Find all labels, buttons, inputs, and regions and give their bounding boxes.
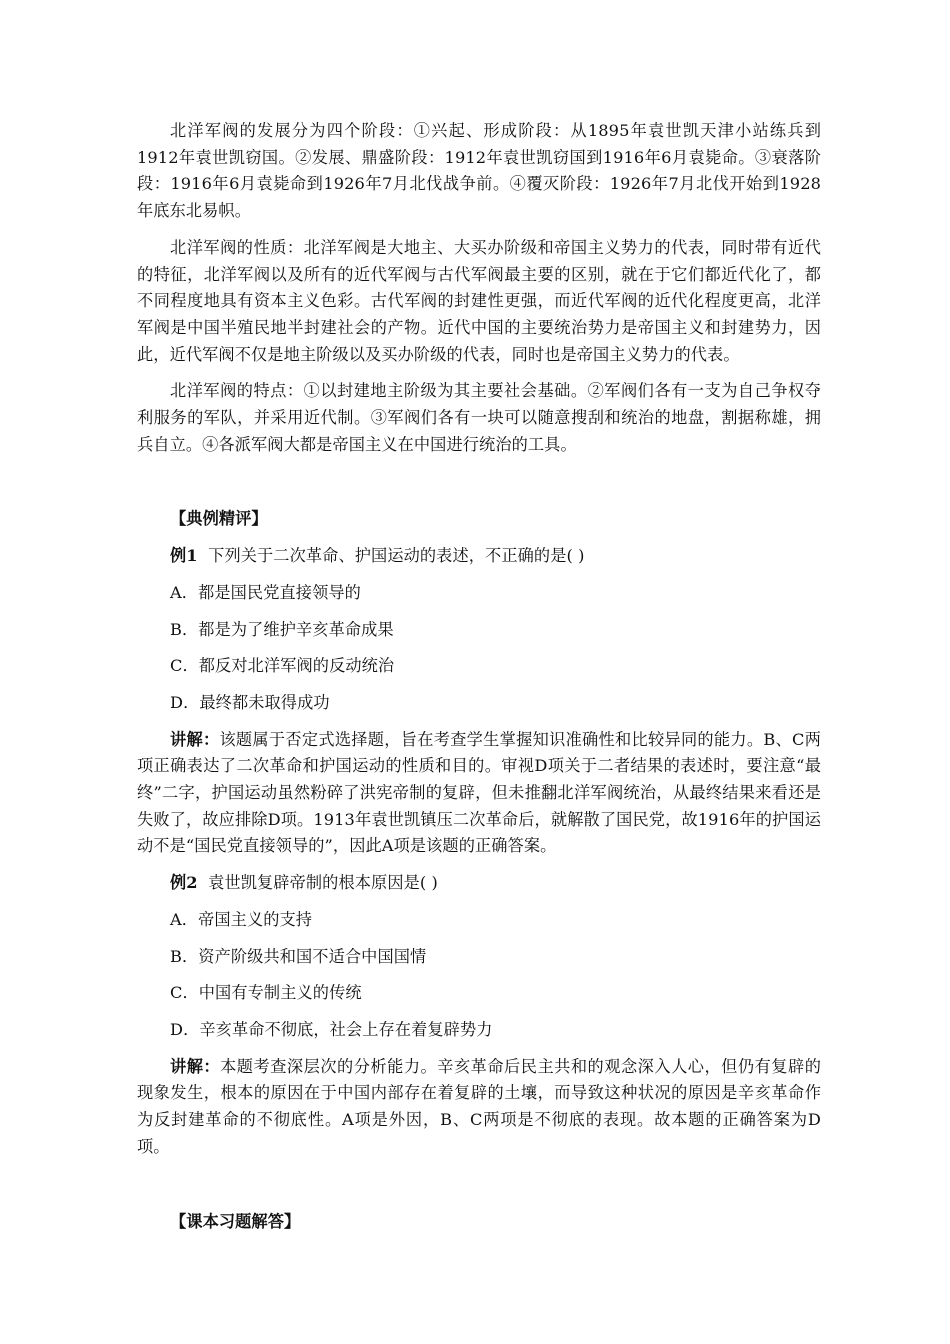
example-2-question: [137, 870, 821, 897]
example-2-option-b: B．资产阶级共和国不适合中国国情: [170, 946, 427, 966]
example-1-question-text: 下列关于二次革命、护国运动的表述，不正确的是( ): [208, 546, 585, 566]
example-1-option-c: C．都反对北洋军阀的反动统治: [170, 656, 395, 676]
example-2-option-a: A．帝国主义的支持: [170, 909, 313, 929]
example-1-option-b: B．都是为了维护辛亥革命成果: [170, 619, 394, 639]
example-1-analysis: [137, 727, 821, 861]
intro-paragraph-nature: 北洋军阀的性质：北洋军阀是大地主、大买办阶级和帝国主义势力的代表，同时带有近代的特征，北洋军阀以及所有的近代军阀与古代军阀最主要的区别，就在于它们都近代化了，都不同程度地具有资本主义色彩。古代军阀的封建性更强，而近代军阀的近代化程度更高，北洋军阀是中国半殖民地半封建社会的产物。近代中国的主要统治势力是帝国主义和封建势力，因此，近代军阀不仅是地主阶级以及买办阶级的代表，同时也是帝国主义势力的代表。: [137, 237, 821, 364]
document-page: [137, 118, 821, 1235]
intro-paragraph-stages: 北洋军阀的发展分为四个阶段：①兴起、形成阶段：从1895年袁世凯天津小站练兵到1912年袁世凯窃国。②发展、鼎盛阶段：1912年袁世凯窃国到1916年6月袁毙命。③衰落阶段：1916年6月袁毙命到1926年7月北伐战争前。④覆灭阶段：1926年7月北伐开始到1928年底东北易帜。: [137, 121, 821, 221]
example-2-label: 例2: [170, 873, 198, 893]
example-2-option-d: D．辛亥革命不彻底，社会上存在着复辟势力: [170, 1019, 493, 1039]
example-2-analysis-label: 讲解：: [170, 1056, 221, 1076]
example-1-label: 例1: [170, 546, 198, 566]
example-2-analysis: [137, 1054, 821, 1161]
example-1-option-d: D．最终都未取得成功: [170, 692, 330, 712]
example-1-analysis-text: 该题属于否定式选择题，旨在考查学生掌握知识准确性和比较异同的能力。B、C两项正确表达了二次革命和护国运动的性质和目的。审视D项关于二者结果的表述时，要注意“最终”二字，护国运动虽然粉碎了洪宪帝制的复辟，但未推翻北洋军阀统治，从最终结果来看还是失败了，故应排除D项。1913年袁世凯镇压二次革命后，就解散了国民党，故1916年的护国运动不是“国民党直接领导的”，因此A项是该题的正确答案。: [137, 729, 821, 856]
intro-paragraph-features: 北洋军阀的特点：①以封建地主阶级为其主要社会基础。②军阀们各有一支为自己争权夺利服务的军队，并采用近代制。③军阀们各有一块可以随意搜刮和统治的地盘，割据称雄，拥兵自立。④各派军阀大都是帝国主义在中国进行统治的工具。: [137, 381, 821, 454]
section-heading-examples: 【典例精评】: [170, 509, 268, 529]
example-1-option-a: A．都是国民党直接领导的: [170, 582, 361, 602]
example-2-question-text: 袁世凯复辟帝制的根本原因是( ): [208, 873, 438, 893]
example-1-question: [137, 543, 821, 570]
example-2-analysis-text: 本题考查深层次的分析能力。辛亥革命后民主共和的观念深入人心，但仍有复辟的现象发生，根本的原因在于中国内部存在着复辟的土壤，而导致这种状况的原因是辛亥革命作为反封建革命的不彻底性。A项是外因，B、C两项是不彻底的表现。故本题的正确答案为D项。: [137, 1056, 821, 1156]
example-2-option-c: C．中国有专制主义的传统: [170, 983, 362, 1003]
section-heading-exercises: 【课本习题解答】: [170, 1211, 301, 1231]
example-1-analysis-label: 讲解：: [170, 729, 220, 749]
